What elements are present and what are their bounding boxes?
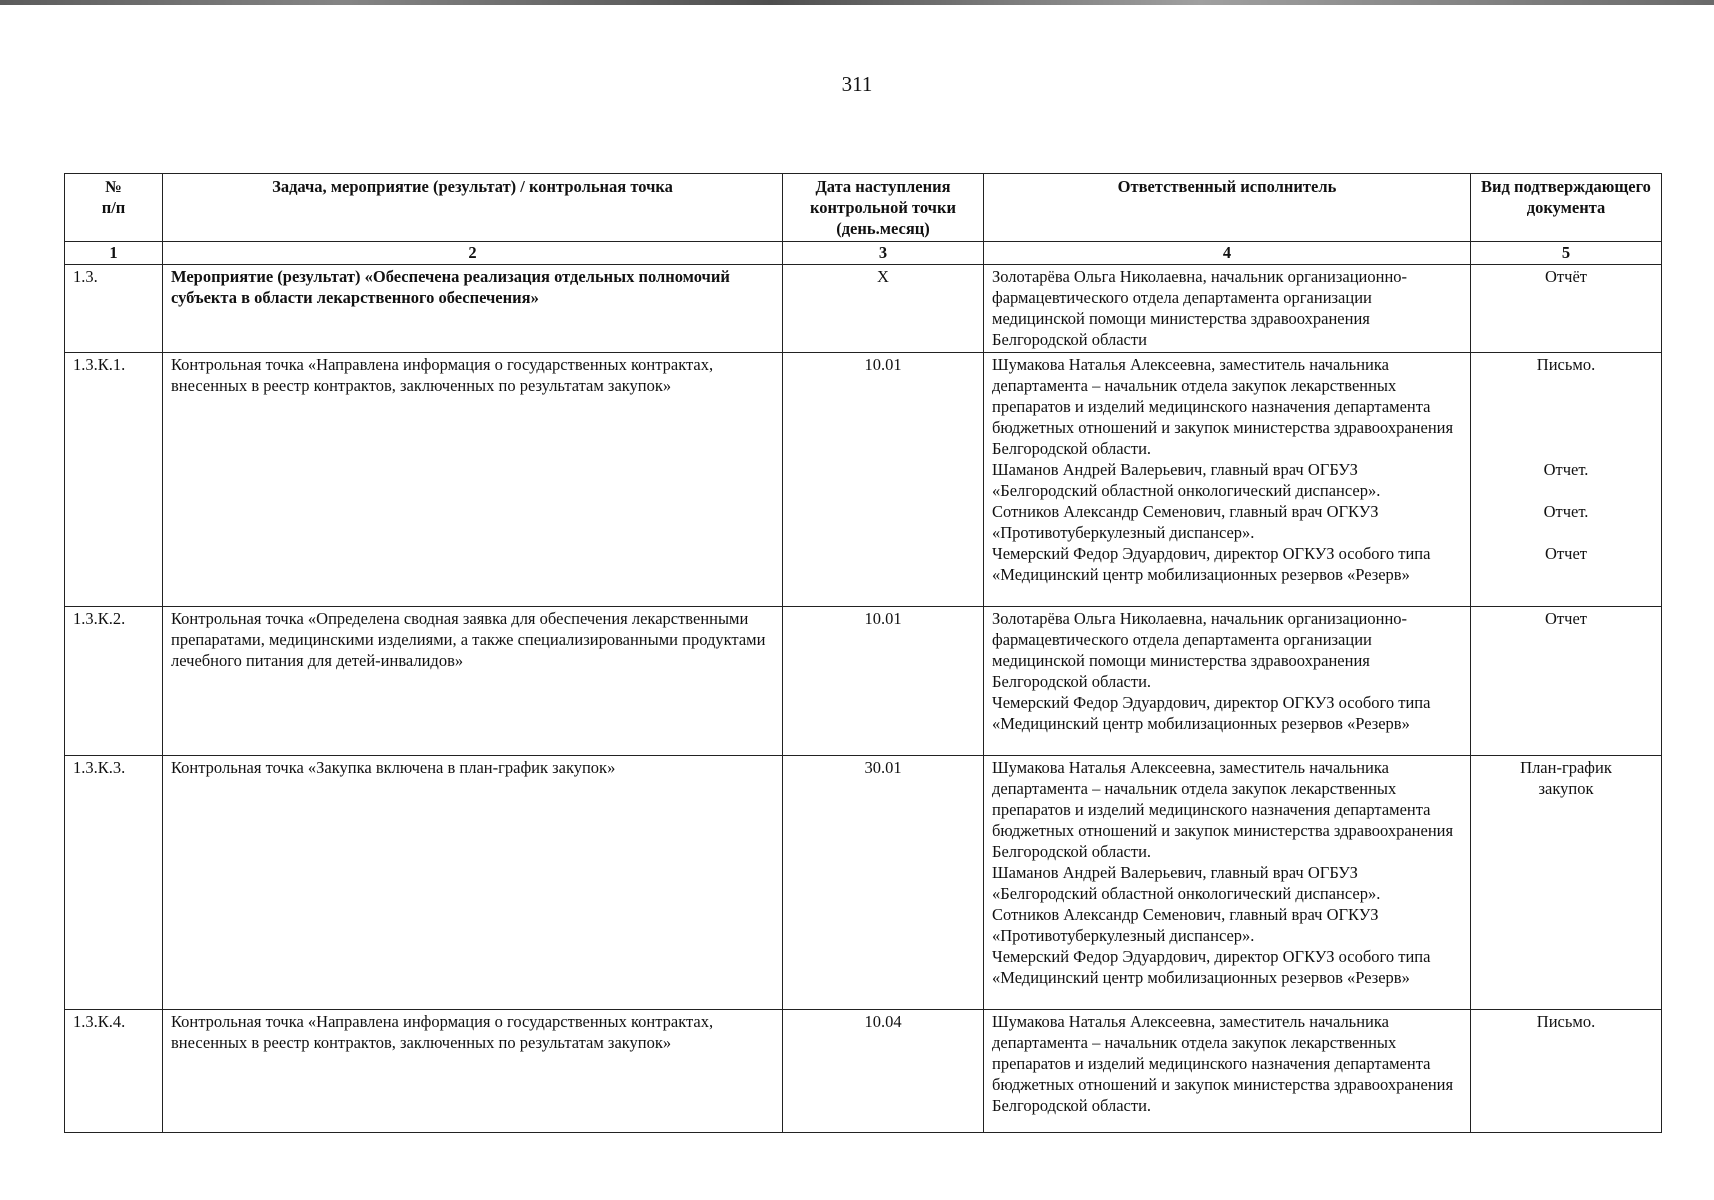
executor-entry: Шаманов Андрей Валерьевич, главный врач ОГБУЗ «Белгородский областной онкологический диспансер».: [992, 460, 1381, 500]
row-executor: [984, 607, 1471, 756]
row-date: 10.04: [783, 1010, 984, 1133]
row-document: [1471, 353, 1662, 607]
table-row: [65, 756, 1662, 1010]
column-number-4: 4: [984, 242, 1471, 265]
row-document: [1471, 607, 1662, 756]
row-executor: [984, 1010, 1471, 1133]
row-number: 1.3.К.2.: [65, 607, 163, 756]
document-entry: Отчет: [1545, 544, 1587, 563]
row-document: [1471, 265, 1662, 353]
header-document: Вид подтверждающего документа: [1471, 174, 1662, 242]
header-task: Задача, мероприятие (результат) / контрольная точка: [163, 174, 783, 242]
header-number: [65, 174, 163, 242]
table-row: [65, 353, 1662, 607]
header-executor: Ответственный исполнитель: [984, 174, 1471, 242]
document-entry: Отчет.: [1543, 502, 1589, 521]
executor-entry: Шумакова Наталья Алексеевна, заместитель начальника департамента – начальник отдела закупок лекарственных препаратов и изделий медицинского назначения департамента бюджетных отношений и закупок министерства здравоохранения Белгородской области.: [992, 355, 1454, 458]
executor-entry: Сотников Александр Семенович, главный врач ОГКУЗ «Противотуберкулезный диспансер».: [992, 502, 1379, 542]
executor-entry: Шумакова Наталья Алексеевна, заместитель начальника департамента – начальник отдела закупок лекарственных препаратов и изделий медицинского назначения департамента бюджетных отношений и закупок министерства здравоохранения Белгородской области.: [992, 758, 1454, 861]
row-executor: [984, 756, 1471, 1010]
scan-edge-artifact: [0, 0, 1714, 5]
row-document: [1471, 1010, 1662, 1133]
row-date: 30.01: [783, 756, 984, 1010]
row-number: 1.3.К.1.: [65, 353, 163, 607]
plan-table: [64, 173, 1662, 1133]
row-number: 1.3.: [65, 265, 163, 353]
document-entry: Отчет: [1545, 609, 1587, 628]
column-number-row: [65, 242, 1662, 265]
row-number: 1.3.К.3.: [65, 756, 163, 1010]
document-entry: Письмо.: [1536, 1012, 1596, 1031]
header-date: Дата наступления контрольной точки (день.месяц): [783, 174, 984, 242]
row-executor: [984, 265, 1471, 353]
row-number: 1.3.К.4.: [65, 1010, 163, 1133]
row-task: Контрольная точка «Направлена информация о государственных контрактах, внесенных в реестр контрактов, заключенных по результатам закупок»: [163, 1010, 783, 1133]
executor-entry: Золотарёва Ольга Николаевна, начальник организационно-фармацевтического отдела департамента организации медицинской помощи министерства здравоохранения Белгородской области: [992, 267, 1408, 349]
table-row: [65, 265, 1662, 353]
column-number-5: 5: [1471, 242, 1662, 265]
page-number: 311: [841, 72, 873, 96]
row-task: Мероприятие (результат) «Обеспечена реализация отдельных полномочий субъекта в области лекарственного обеспечения»: [163, 265, 783, 353]
row-executor: [984, 353, 1471, 607]
row-date: 10.01: [783, 607, 984, 756]
column-number-2: 2: [163, 242, 783, 265]
executor-entry: Чемерский Федор Эдуардович, директор ОГКУЗ особого типа «Медицинский центр мобилизационных резервов «Резерв»: [992, 947, 1431, 987]
executor-entry: Чемерский Федор Эдуардович, директор ОГКУЗ особого типа «Медицинский центр мобилизационных резервов «Резерв»: [992, 693, 1431, 733]
header-row: [65, 174, 1662, 242]
executor-entry: Шаманов Андрей Валерьевич, главный врач ОГБУЗ «Белгородский областной онкологический диспансер».: [992, 863, 1381, 903]
table-row: [65, 1010, 1662, 1133]
row-task: Контрольная точка «Определена сводная заявка для обеспечения лекарственными препаратами, медицинскими изделиями, а также специализированными продуктами лечебного питания для детей-инвалидов»: [163, 607, 783, 756]
row-date: 10.01: [783, 353, 984, 607]
header-number-label: № п/п: [101, 177, 126, 217]
column-number-1: 1: [65, 242, 163, 265]
table-row: [65, 607, 1662, 756]
document-entry: Письмо.: [1536, 355, 1596, 374]
executor-entry: Чемерский Федор Эдуардович, директор ОГКУЗ особого типа «Медицинский центр мобилизационных резервов «Резерв»: [992, 544, 1431, 584]
document-entry: Отчёт: [1545, 267, 1587, 286]
document-entry: План-график закупок: [1520, 758, 1612, 798]
column-number-3: 3: [783, 242, 984, 265]
document-entry: Отчет.: [1543, 460, 1589, 479]
row-date: X: [783, 265, 984, 353]
row-task: Контрольная точка «Направлена информация о государственных контрактах, внесенных в реестр контрактов, заключенных по результатам закупок»: [163, 353, 783, 607]
executor-entry: Шумакова Наталья Алексеевна, заместитель начальника департамента – начальник отдела закупок лекарственных препаратов и изделий медицинского назначения департамента бюджетных отношений и закупок министерства здравоохранения Белгородской области.: [992, 1012, 1454, 1115]
row-task: Контрольная точка «Закупка включена в план-график закупок»: [163, 756, 783, 1010]
executor-entry: Сотников Александр Семенович, главный врач ОГКУЗ «Противотуберкулезный диспансер».: [992, 905, 1379, 945]
executor-entry: Золотарёва Ольга Николаевна, начальник организационно-фармацевтического отдела департамента организации медицинской помощи министерства здравоохранения Белгородской области.: [992, 609, 1408, 691]
row-document: [1471, 756, 1662, 1010]
